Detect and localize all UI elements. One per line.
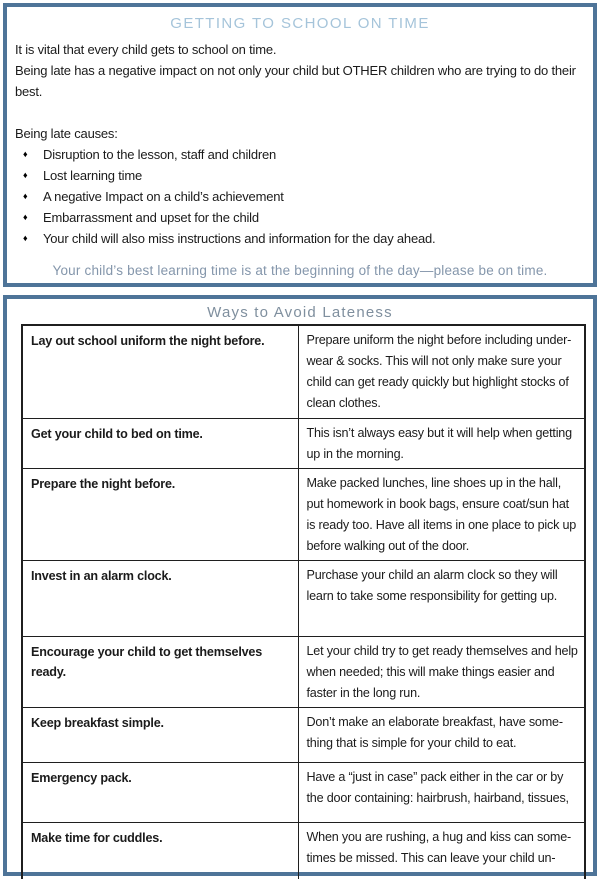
diamond-bullet-icon: ♦: [23, 170, 28, 180]
detail-line: times be missed. This can leave your child un-: [306, 850, 556, 865]
table-row: [22, 560, 585, 636]
detail-cell: [298, 560, 585, 636]
notice-title: GETTING TO SCHOOL ON TIME: [170, 15, 430, 32]
tip-cell: Get your child to bed on time.: [22, 418, 298, 468]
closing-line: Your child’s best learning time is at the beginning of the day—please be on time.: [52, 263, 548, 278]
detail-line: Prepare uniform the night before including under-: [306, 333, 572, 347]
blank-line: [15, 102, 585, 123]
detail-line: Don’t make an elaborate breakfast, have some-: [306, 714, 563, 729]
tip-cell: Emergency pack.: [22, 762, 298, 822]
detail-line: before walking out of the door.: [306, 538, 470, 553]
diamond-bullet-icon: ♦: [23, 212, 28, 222]
detail-line: up in the morning.: [306, 446, 404, 461]
cause-text: A negative Impact on a child’s achievement: [43, 189, 284, 204]
detail-cell: [298, 418, 585, 468]
intro-line-2: Being late has a negative impact on not only your child but OTHER children who are trying to do their best.: [15, 63, 576, 99]
diamond-bullet-icon: ♦: [23, 149, 28, 159]
detail-line: thing that is simple for your child to eat.: [306, 735, 517, 750]
detail-cell: [298, 822, 585, 879]
table-row: [22, 707, 585, 762]
detail-line: when needed; this will make things easier and: [306, 664, 555, 679]
detail-cell: [298, 468, 585, 560]
detail-line: wear & socks. This will not only make sure your: [306, 354, 562, 368]
table-row: [22, 636, 585, 707]
tip-cell: Prepare the night before.: [22, 468, 298, 560]
detail-line: Purchase your child an alarm clock so they will: [306, 567, 558, 582]
ways-heading: Ways to Avoid Lateness: [207, 304, 393, 321]
tip-cell: Invest in an alarm clock.: [22, 560, 298, 636]
causes-label: Being late causes:: [15, 126, 118, 141]
tip-cell: Keep breakfast simple.: [22, 707, 298, 762]
table-row: [22, 762, 585, 822]
cause-item: [15, 186, 585, 207]
cause-text: Lost learning time: [43, 168, 143, 183]
tip-cell: Lay out school uniform the night before.: [22, 325, 298, 418]
cause-item: [15, 165, 585, 186]
blank-line: [15, 249, 585, 260]
table-row: [22, 822, 585, 879]
detail-line: Make packed lunches, line shoes up in the hall,: [306, 475, 562, 490]
diamond-bullet-icon: ♦: [23, 191, 28, 201]
ways-panel: [3, 295, 597, 876]
cause-item: [15, 228, 585, 249]
detail-line: the door containing: hairbrush, hairband, tissues,: [306, 790, 569, 805]
detail-cell: [298, 707, 585, 762]
detail-cell: [298, 762, 585, 822]
tip-cell: Make time for cuddles.: [22, 822, 298, 879]
detail-cell: [298, 325, 585, 418]
table-row: [22, 468, 585, 560]
cause-text: Disruption to the lesson, staff and children: [43, 147, 277, 162]
detail-cell: [298, 636, 585, 707]
intro-line-1: It is vital that every child gets to school on time.: [15, 42, 277, 57]
detail-line: Let your child try to get ready themselves and help: [306, 643, 578, 658]
ways-table: [21, 324, 586, 879]
cause-item: [15, 207, 585, 228]
detail-line: is ready too. Have all items in one place to pick up: [306, 517, 577, 532]
detail-line: When you are rushing, a hug and kiss can some-: [306, 829, 572, 844]
detail-line: put homework in book bags, ensure coat/sun hat: [306, 496, 569, 511]
detail-line: This isn’t always easy but it will help when getting: [306, 425, 572, 440]
detail-line: learn to take some responsibility for getting up.: [306, 588, 558, 603]
cause-text: Embarrassment and upset for the child: [43, 210, 259, 225]
detail-line: clean clothes.: [306, 396, 381, 410]
table-row: [22, 325, 585, 418]
causes-list: [15, 144, 585, 249]
tip-cell: Encourage your child to get themselves ready.: [22, 636, 298, 707]
detail-line: Have a “just in case” pack either in the car or by: [306, 769, 564, 784]
cause-text: Your child will also miss instructions and information for the day ahead.: [43, 231, 436, 246]
cause-item: [15, 144, 585, 165]
diamond-bullet-icon: ♦: [23, 233, 28, 243]
table-row: [22, 418, 585, 468]
detail-line: faster in the long run.: [306, 685, 421, 700]
notice-panel: [3, 3, 597, 287]
detail-line: child can get ready quickly but highlight stocks of: [306, 375, 569, 389]
